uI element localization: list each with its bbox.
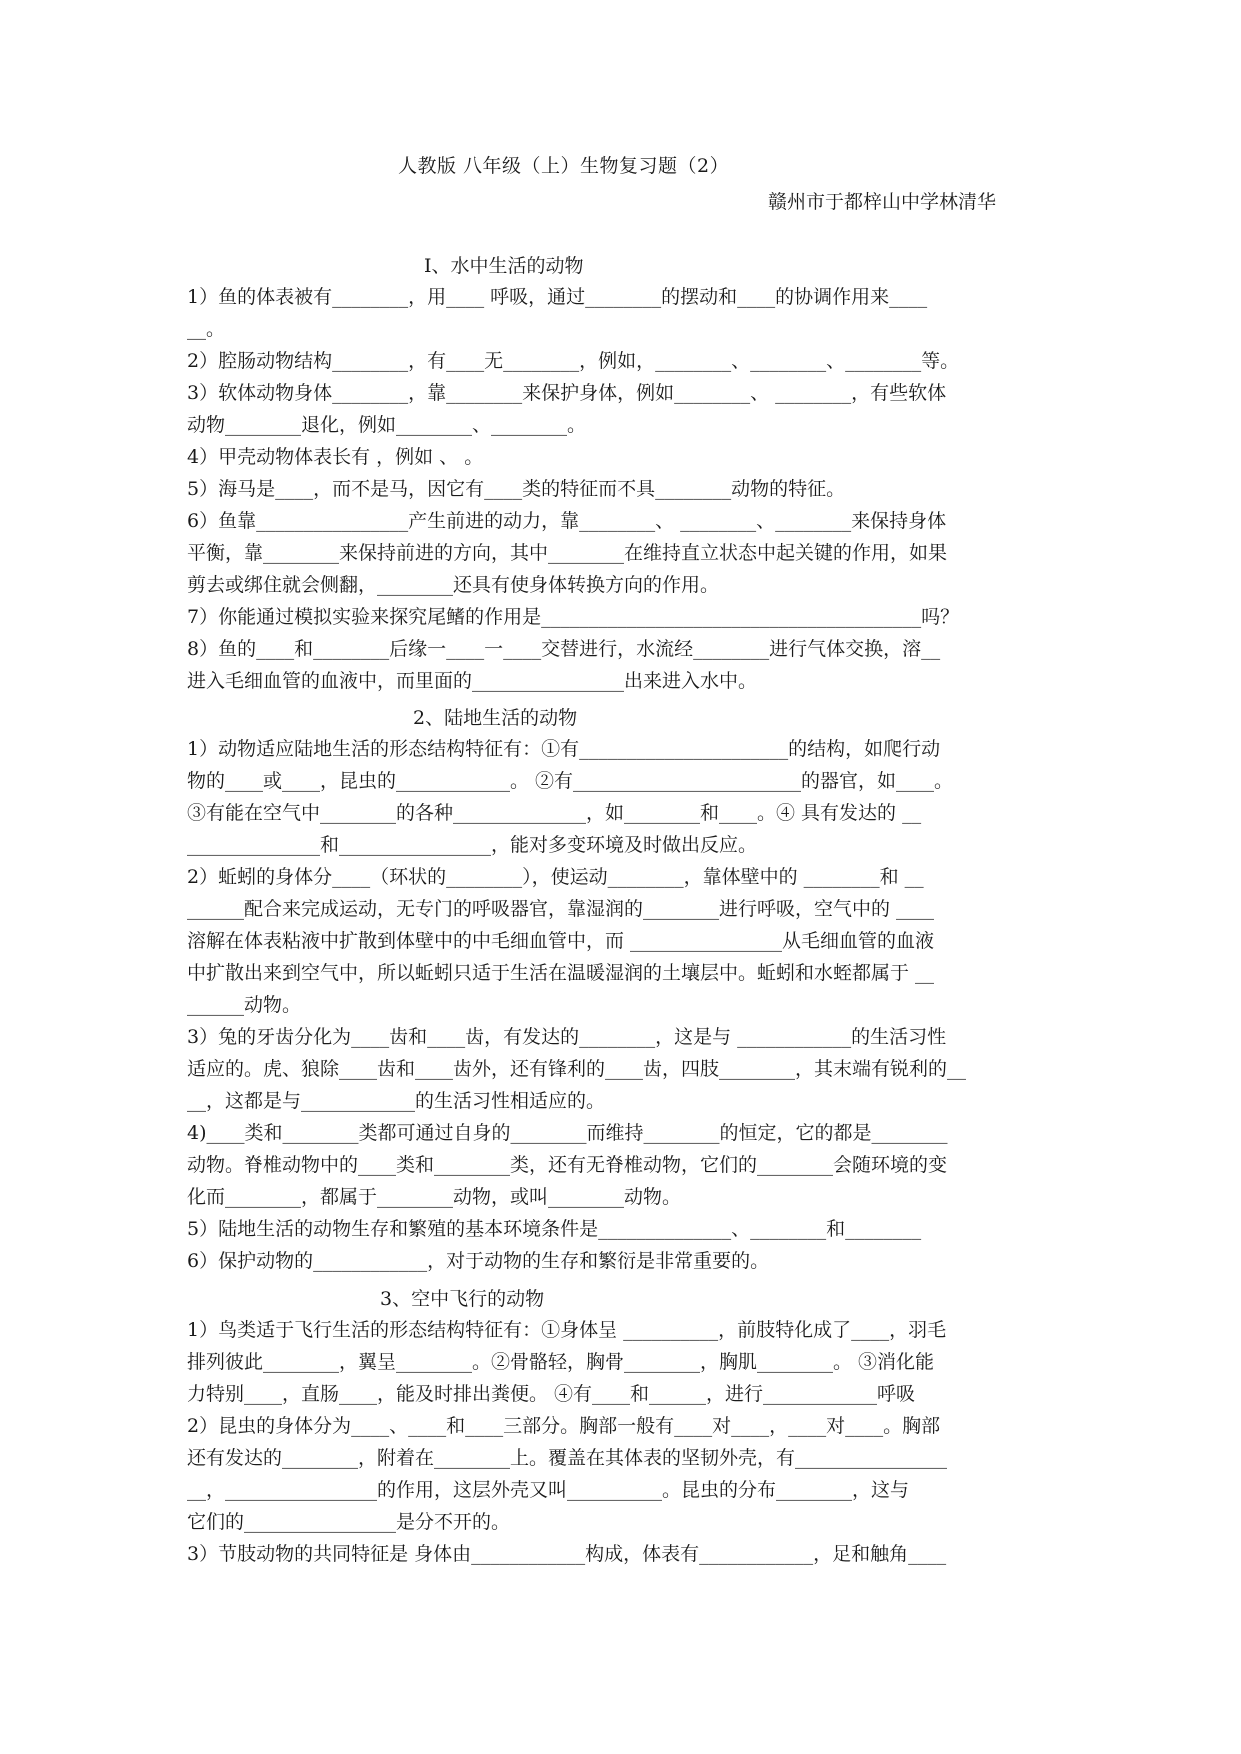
section-heading-aquatic: I、水中生活的动物 [424,255,584,277]
section-heading-terrestrial: 2、陆地生活的动物 [413,707,578,729]
question-line: 8）鱼的____和________后缘一____一____交替进行，水流经________进行气体交换，溶__ [187,638,941,660]
question-line: __。 [187,318,226,340]
question-line: 3）兔的牙齿分化为____齿和____齿，有发达的________，这是与 ____________的生活习性 [187,1026,947,1048]
question-line: 中扩散出来到空气中，所以蚯蚓只适于生活在温暖湿润的土壤层中。蚯蚓和水蛭都属于 __ [187,962,935,984]
question-line: 2）昆虫的身体分为____、____和____三部分。胸部一般有____对____，____对____。胸部 [187,1415,941,1437]
question-line: 物的____或____，昆虫的____________。 ②有________________________的器官，如____。 [187,770,954,792]
question-line: 1）鸟类适于飞行生活的形态结构特征有：①身体呈 __________，前肢特化成了____，羽毛 [187,1319,947,1341]
question-line: 剪去或绑住就会侧翻，________还具有使身体转换方向的作用。 [187,574,720,596]
question-line: 5）陆地生活的动物生存和繁殖的基本环境条件是______________、________和________ [187,1218,922,1240]
question-line: 2）蚯蚓的身体分____（环状的________），使运动________，靠体壁中的 ________和 __ [187,866,924,888]
question-line: ______配合来完成运动，无专门的呼吸器官，靠湿润的________进行呼吸，空气中的 ____ [187,898,935,920]
question-line: 它们的________________是分不开的。 [187,1511,511,1533]
question-line: 6）鱼靠________________产生前进的动力，靠________、 ________、________来保持身体 [187,510,947,532]
question-line: 适应的。虎、狼除____齿和____齿外，还有锋利的____齿，四肢________，其末端有锐利的__ [187,1058,967,1080]
question-line: 溶解在体表粘液中扩散到体壁中的中毛细血管中，而 ________________从毛细血管的血液 [187,930,935,952]
question-line: 动物________退化，例如________、________。 [187,414,587,436]
question-line: 排列彼此________，翼呈________。②骨骼轻，胸骨________，胸肌________。 ③消化能 [187,1351,935,1373]
question-line: 4）甲壳动物体表长有 ，例如 、 。 [187,446,484,468]
question-line: 平衡，靠________来保持前进的方向，其中________在维持直立状态中起关键的作用，如果 [187,542,948,564]
question-line: __，________________的作用，这层外壳又叫__________。昆虫的分布________，这与 [187,1479,910,1501]
question-line: ______动物。 [187,994,302,1016]
question-line: 3）节肢动物的共同特征是 身体由____________构成，体表有____________，足和触角____ [187,1543,947,1565]
question-line: 还有发达的________，附着在________上。覆盖在其体表的坚韧外壳，有________________ [187,1447,948,1469]
page-title: 人教版 八年级（上）生物复习题（2） [398,155,730,177]
author-line: 赣州市于都梓山中学林清华 [768,191,997,213]
question-line: __，这都是与____________的生活习性相适应的。 [187,1090,606,1112]
question-line: 力特别____，直肠____，能及时排出粪便。 ④有____和______，进行____________呼吸 [187,1383,916,1405]
question-line: 动物。脊椎动物中的____类和________类，还有无脊椎动物，它们的________会随环境的变 [187,1154,948,1176]
question-line: ______________和________________，能对多变环境及时做出反应。 [187,834,758,856]
question-line: 3）软体动物身体________，靠________来保护身体，例如________、 ________，有些软体 [187,382,947,404]
question-line: 化而________，都属于________动物，或叫________动物。 [187,1186,682,1208]
question-line: 2）腔肠动物结构________，有____无________，例如，________、________、________等。 [187,350,960,372]
question-line: 5）海马是____，而不是马，因它有____类的特征而不具________动物的特征。 [187,478,846,500]
question-line: 1）动物适应陆地生活的形态结构特征有：①有______________________的结构，如爬行动 [187,738,941,760]
question-line: 4)____类和________类都可通过自身的________而维持________的恒定，它的都是________ [187,1122,948,1144]
section-heading-aerial: 3、空中飞行的动物 [380,1288,545,1310]
question-line: 进入毛细血管的血液中，而里面的________________出来进入水中。 [187,670,758,692]
question-line: 1）鱼的体表被有________，用____ 呼吸，通过________的摆动和____的协调作用来____ [187,286,928,308]
question-line: 7）你能通过模拟实验来探究尾鳍的作用是________________________________________吗？ [187,606,960,628]
question-line: 6）保护动物的____________，对于动物的生存和繁衍是非常重要的。 [187,1250,770,1272]
question-line: ③有能在空气中________的各种______________，如________和____。④ 具有发达的 __ [187,802,922,824]
